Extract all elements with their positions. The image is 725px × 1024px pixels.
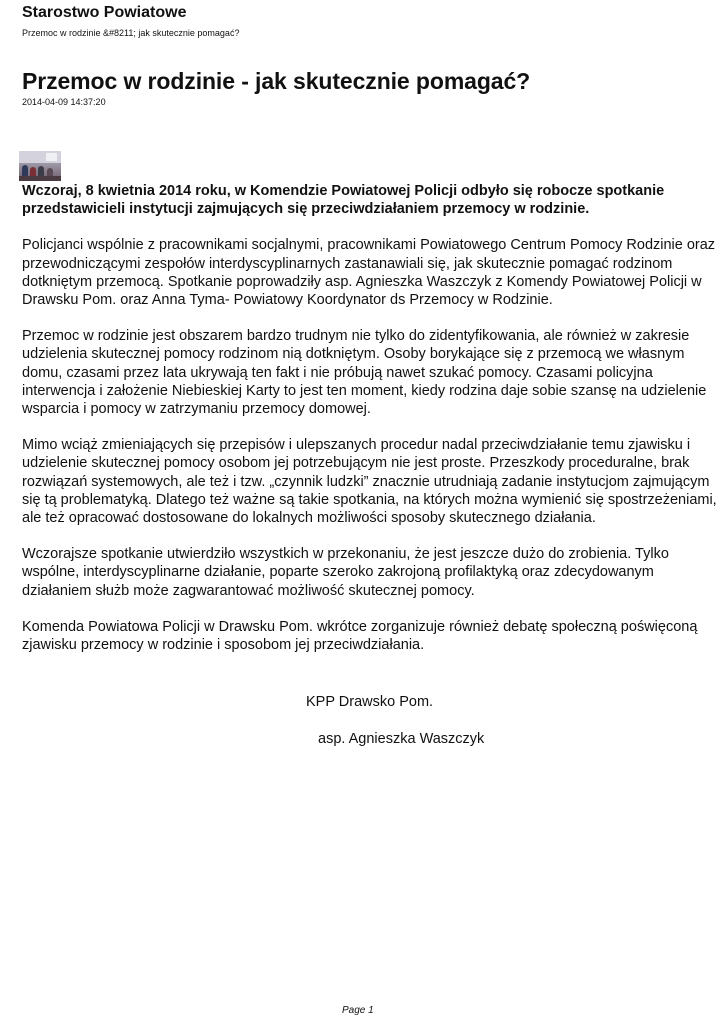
article-lead-paragraph: Wczoraj, 8 kwietnia 2014 roku, w Komendzie Powiatowej Policji odbyło się robocze spotkanie przedstawicieli instytucji zajmujących się przeciwdziałaniem przemocy w rodzinie. bbox=[22, 183, 665, 218]
page-number: Page 1 bbox=[342, 1005, 374, 1016]
article-paragraph: Wczorajsze spotkanie utwierdziło wszystkich w przekonaniu, że jest jeszcze dużo do zrobienia. Tylko wspólne, interdyscyplinarne działanie, poparte szeroko zakrojoną profilaktyką oraz zdecydowanym działaniem służb może zagwarantować możliwość skutecznej pomocy. bbox=[22, 546, 669, 599]
article-paragraph: Komenda Powiatowa Policji w Drawsku Pom. wkrótce zorganizuje również debatę społeczną poświęconą zjawisku przemocy w rodzinie i sposobom jej przeciwdziałania. bbox=[22, 618, 698, 654]
breadcrumb: Przemoc w rodzinie &#8211; jak skutecznie pomagać? bbox=[22, 28, 240, 38]
signature-author: asp. Agnieszka Waszczyk bbox=[318, 731, 485, 747]
article-paragraph: Przemoc w rodzinie jest obszarem bardzo trudnym nie tylko do zidentyfikowania, ale również w zakresie udzielenia skutecznej pomocy rodzinom nią dotkniętym. Osoby borykające się z przemocą we własnym domu, czasami przez lata ukrywają ten fakt i nie próbują nawet szukać pomocy. Czasami policyjna interwencja i założenie Niebieskiej Karty to jest ten moment, kiedy rodzina daje sobie szansę na udzielenie wsparcia i pomocy w zatrzymaniu przemocy domowej. bbox=[22, 328, 707, 418]
article-date: 2014-04-09 14:37:20 bbox=[22, 97, 106, 107]
signature-unit: KPP Drawsko Pom. bbox=[306, 694, 434, 710]
article-body bbox=[22, 182, 718, 672]
article-title: Przemoc w rodzinie - jak skutecznie pomagać? bbox=[22, 68, 531, 94]
article-thumbnail-image bbox=[19, 151, 61, 181]
article-paragraph: Mimo wciąż zmieniających się przepisów i ulepszanych procedur nadal przeciwdziałanie temu zjawisku i udzielenie skutecznej pomocy osobom jej potrzebującym nie jest proste. Przeszkody proceduralne, brak rozwiązań systemowych, ale też i tzw. „czynnik ludzki” znacznie utrudniają zadanie instytucjom zajmującym się tą problematyką. Dlatego też ważne są takie spotkania, na których można wymienić się spostrzeżeniami, ale też opracować dostosowane do lokalnych możliwości sposoby skutecznego działania. bbox=[22, 437, 717, 527]
site-title: Starostwo Powiatowe bbox=[22, 4, 187, 21]
article-paragraph: Policjanci wspólnie z pracownikami socjalnymi, pracownikami Powiatowego Centrum Pomocy Rodzinie oraz przewodniczącymi zespołów interdyscyplinarnych zastanawiali się, jak skutecznie pomagać rodzinom dotkniętym przemocą. Spotkanie poprowadziły asp. Agnieszka Waszczyk z Komendy Powiatowej Policji w Drawsku Pom. oraz Anna Tyma- Powiatowy Koordynator ds Przemocy w Rodzinie. bbox=[22, 237, 716, 309]
